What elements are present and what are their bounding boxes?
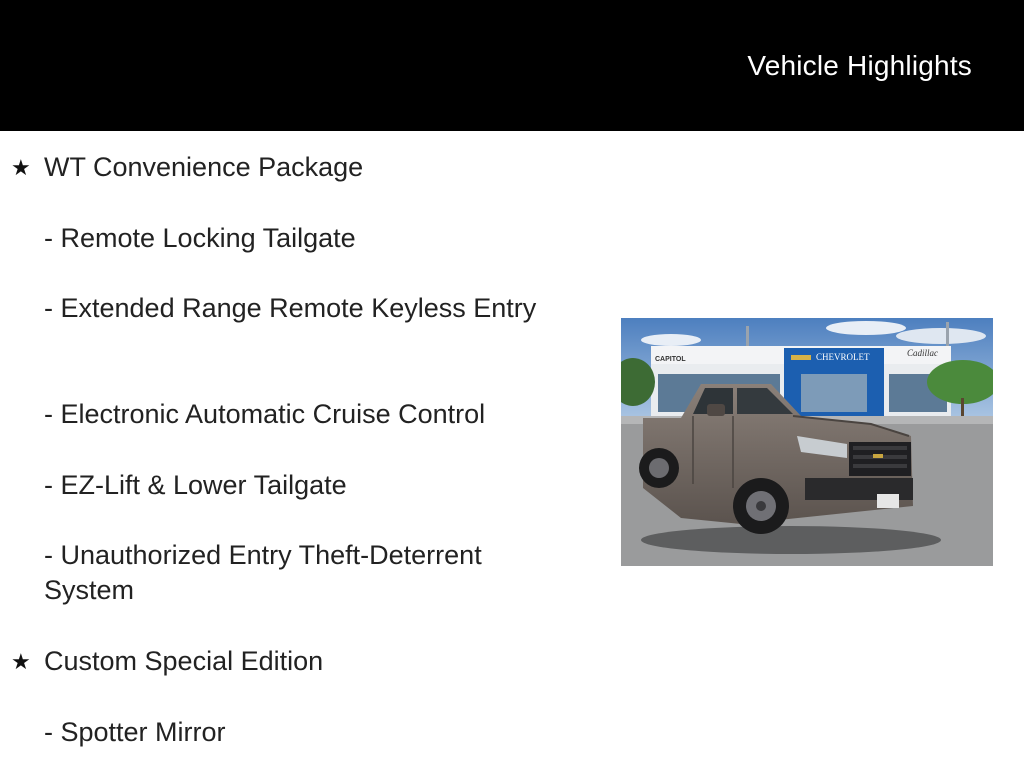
bowtie-icon (873, 454, 883, 458)
header-bar (0, 0, 1024, 131)
feature-item: - Extended Range Remote Keyless Entry (44, 293, 537, 323)
dealer-sign-left: CAPITOL (655, 356, 686, 363)
star-icon: ★ (11, 649, 31, 674)
vehicle-photo (621, 318, 993, 566)
star-icon: ★ (11, 155, 31, 180)
feature-item: Custom Special Edition (44, 646, 324, 676)
feature-item: - Remote Locking Tailgate (44, 223, 356, 253)
chevrolet-sign: CHEVROLET (816, 352, 870, 362)
feature-item: - EZ-Lift & Lower Tailgate (44, 470, 347, 500)
page-title: Vehicle Highlights (747, 50, 972, 81)
feature-item: - Electronic Automatic Cruise Control (44, 399, 486, 429)
feature-item: - Spotter Mirror (44, 717, 226, 747)
feature-item: - Unauthorized Entry Theft-Deterrent System (44, 540, 482, 605)
chevrolet-logo-icon (791, 355, 811, 360)
feature-item: WT Convenience Package (44, 152, 364, 182)
dealer-sign-right: Cadillac (907, 348, 938, 358)
